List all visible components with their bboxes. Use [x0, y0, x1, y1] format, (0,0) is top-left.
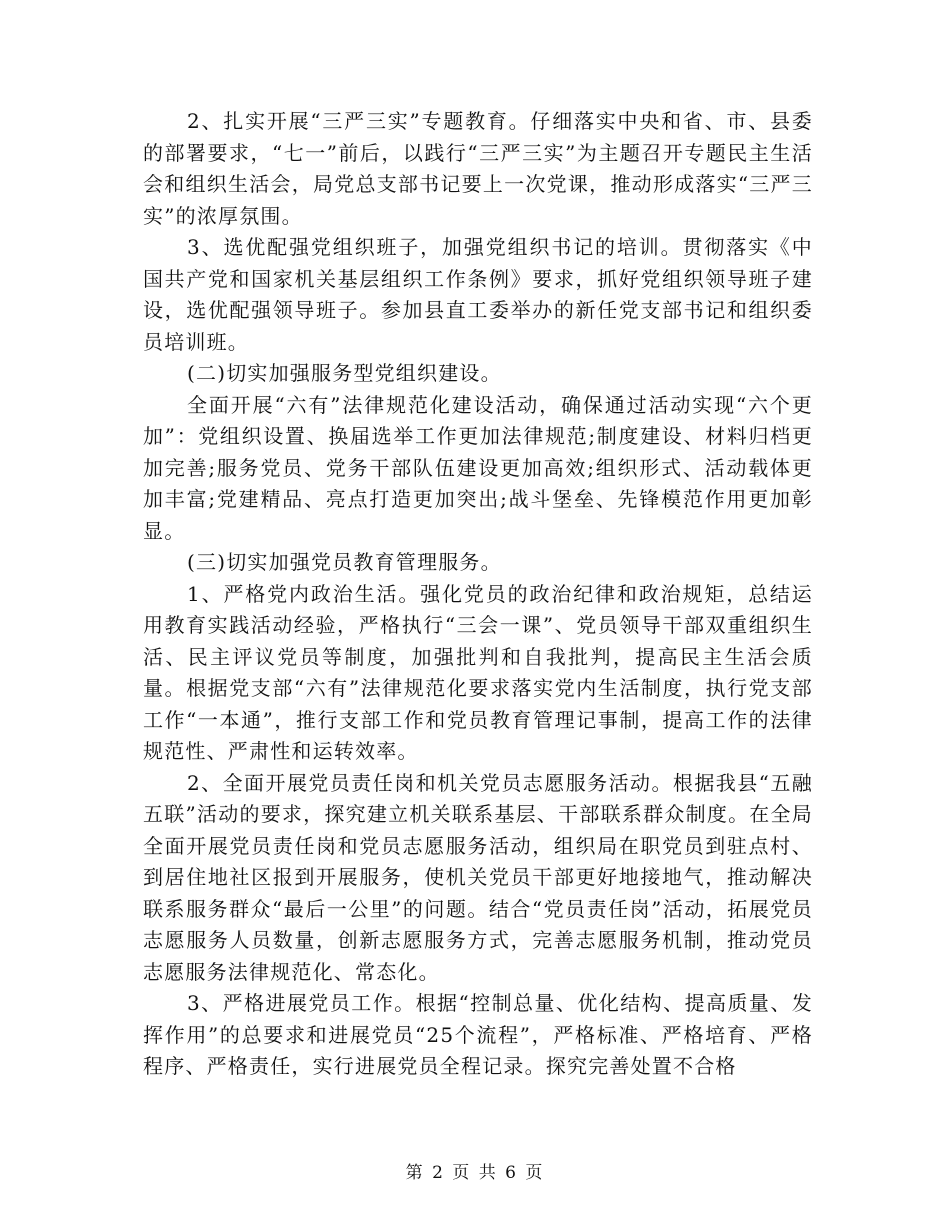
section-heading-service-party: (二)切实加强服务型党组织建设。: [187, 361, 502, 385]
document-body: [143, 106, 813, 1083]
page-number-footer: 第 2 页 共 6 页: [405, 1163, 545, 1183]
paragraph-sanyan-sanshi: 2、扎实开展“三严三实”专题教育。仔细落实中央和省、市、县委的部署要求，“七一”前后，以践行“三严三实”为主题召开专题民主生活会和组织生活会，局党总支部书记要上一次党课，推动形成落实“三严三实”的浓厚氛围。: [143, 109, 813, 228]
paragraph-liuyou-activity: 全面开展“六有”法律规范化建设活动，确保通过活动实现“六个更加”：党组织设置、换届选举工作更加法律规范;制度建设、材料归档更加完善;服务党员、党务干部队伍建设更加高效;组织形式、活动载体更加丰富;党建精品、亮点打造更加突出;战斗堡垒、先锋模范作用更加彰显。: [143, 392, 813, 543]
paragraph-political-life: 1、严格党内政治生活。强化党员的政治纪律和政治规矩，总结运用教育实践活动经验，严格执行“三会一课”、党员领导干部双重组织生活、民主评议党员等制度，加强批判和自我批判，提高民主生活会质量。根据党支部“六有”法律规范化要求落实党内生活制度，执行党支部工作“一本通”，推行支部工作和党员教育管理记事制，提高工作的法律规范性、严肃性和运转效率。: [143, 581, 813, 763]
paragraph-volunteer-service: 2、全面开展党员责任岗和机关党员志愿服务活动。根据我县“五融五联”活动的要求，探究建立机关联系基层、干部联系群众制度。在全局全面开展党员责任岗和党员志愿服务活动，组织局在职党员到驻点村、到居住地社区报到开展服务，使机关党员干部更好地接地气，推动解决联系服务群众“最后一公里”的问题。结合“党员责任岗”活动，拓展党员志愿服务人员数量，创新志愿服务方式，完善志愿服务机制，推动党员志愿服务法律规范化、常态化。: [143, 770, 813, 984]
paragraph-party-committee-training: 3、选优配强党组织班子，加强党组织书记的培训。贯彻落实《中国共产党和国家机关基层组织工作条例》要求，抓好党组织领导班子建设，选优配强领导班子。参加县直工委举办的新任党支部书记和组织委员培训班。: [143, 235, 813, 354]
section-heading-member-education: (三)切实加强党员教育管理服务。: [187, 550, 502, 574]
paragraph-member-development: 3、严格进展党员工作。根据“控制总量、优化结构、提高质量、发挥作用”的总要求和进展党员“25个流程”，严格标准、严格培育、严格程序、严格责任，实行进展党员全程记录。探究完善处置不合格: [143, 991, 813, 1078]
